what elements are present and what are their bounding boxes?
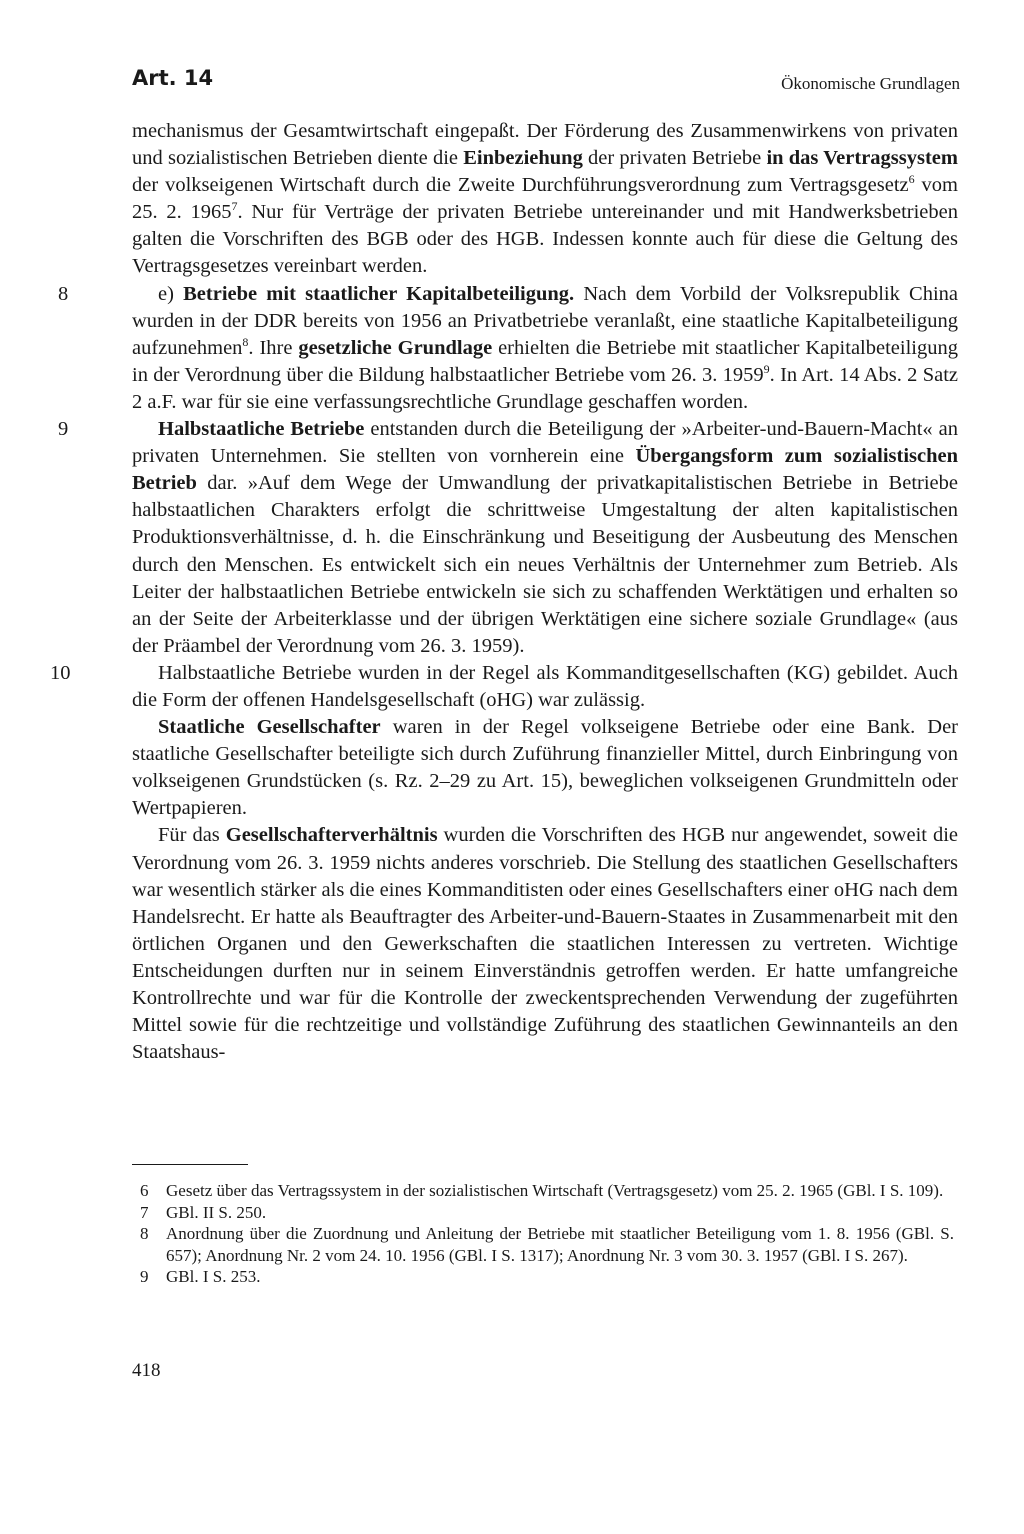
body-text — [50, 118, 959, 1066]
paragraph-staatliche-gesellschafter — [132, 714, 958, 822]
footnote-reference: 9 — [763, 362, 770, 377]
footnote-reference: 8 — [242, 334, 249, 349]
margin-number: 8 — [58, 282, 69, 305]
footnote — [132, 1266, 954, 1288]
text-run: der privaten Betriebe — [582, 147, 767, 170]
footnote-separator — [132, 1164, 248, 1165]
paragraph-text — [132, 418, 958, 657]
text-run: vom 25. 2. 1965 — [132, 174, 958, 224]
paragraph-text — [132, 716, 958, 819]
page-number: 418 — [132, 1360, 161, 1381]
paragraph-text — [132, 662, 958, 711]
footnotes — [132, 1180, 954, 1288]
paragraph-9 — [58, 416, 959, 660]
text-run: der volkseigenen Wirtschaft durch die Zweite Durchführungsverordnung zum Vertragsgesetz — [132, 174, 909, 197]
paragraph-text — [132, 283, 958, 413]
text-run: Für das — [158, 824, 226, 847]
footnote-text: GBl. I S. 253. — [166, 1267, 261, 1286]
paragraph-8 — [58, 281, 959, 416]
bold-term: Übergangsform zum sozialistischen Betrieb — [132, 445, 958, 495]
footnote-reference: 7 — [231, 199, 238, 214]
bold-term: Halbstaatliche Betriebe — [158, 418, 365, 441]
footnote-number: 8 — [140, 1224, 149, 1243]
paragraph-continuation — [132, 118, 958, 281]
bold-term: Gesellschafterverhältnis — [225, 824, 438, 847]
footnote-reference: 6 — [908, 172, 915, 187]
footnote-text: Anordnung über die Zuordnung und Anleitung der Betriebe mit staatlicher Beteiligung vom 1. 8. 1956 (GBl. S. 657); Anordnung Nr. 2 vom 24. 10. 1956 (GBl. I S. 1317); Anordnung Nr. 3 vom 30. 3. 1957 (GBl. I S. 267). — [166, 1224, 954, 1265]
text-run: . In Art. 14 Abs. 2 Satz 2 a.F. war für sie eine verfassungsrechtliche Grundlage geschaffen worden. — [132, 363, 959, 413]
margin-number: 10 — [50, 661, 71, 684]
bold-term: Einbeziehung — [463, 147, 583, 170]
article-heading: Art. 14 — [132, 66, 214, 90]
footnote-number: 6 — [140, 1181, 149, 1200]
section-running-head: Ökonomische Grundlagen — [781, 74, 960, 93]
footnote-number: 9 — [140, 1267, 149, 1286]
bold-term: Staatliche Gesellschafter — [158, 716, 381, 739]
text-run: . Nur für Verträge der privaten Betriebe untereinander und mit Handwerksbetrieben galten die Vorschriften des BGB oder des HGB. Indessen konnte auch für diese die Geltung des Vertragsgesetzes vereinbart werden. — [132, 201, 959, 278]
text-run: entstanden durch die Beteiligung der »Arbeiter-und-Bauern-Macht« an privaten Unternehmen. Sie stellten von vornherein eine — [132, 418, 959, 468]
text-run: dar. »Auf dem Wege der Umwandlung der privatkapitalistischen Betriebe in Betriebe halbstaatlichen Charakters erfolgt die schrittweise Umgestaltung der alten kapitalistischen Produktionsverhältnisse, d. h. die Einschränkung und Beseitigung der Ausbeutung des Menschen durch den Menschen. Es entwickelt sich ein neues Verhältnis der Unternehmer zum Betrieb. Als Leiter der halbstaatlichen Betriebe entwickeln sie sich zu schaffenden Werktätigen und erhalten so an der Seite der Arbeiterklasse und der übrigen Werktätigen eine sichere soziale Grundlage« (aus der Präambel der Verordnung vom 26. 3. 1959). — [132, 472, 958, 657]
paragraph-gesellschafterverhaeltnis — [132, 822, 958, 1066]
margin-number: 9 — [58, 418, 69, 441]
footnote — [132, 1180, 954, 1202]
bold-term: gesetzliche Grundlage — [298, 336, 493, 359]
text-run: Halbstaatliche Betriebe wurden in der Regel als Kommanditgesellschaften (KG) gebildet. Auch die Form der offenen Handelsgesellschaft (oHG) war zulässig. — [132, 661, 958, 711]
footnote-number: 7 — [140, 1202, 149, 1222]
text-run: Nach dem Vorbild der Volksrepublik China wurden in der DDR bereits von 1956 an Privatbetriebe veranlaßt, eine staatliche Kapitalbeteiligung aufzunehmen — [132, 282, 958, 359]
text-run: mechanismus der Gesamtwirtschaft eingepaßt. Der Förderung des Zusammenwirkens von privaten und sozialistischen Betrieben diente die — [132, 120, 958, 170]
footnote — [132, 1223, 954, 1266]
footnote — [132, 1202, 954, 1224]
text-run: e) — [158, 282, 184, 305]
footnote-text: Gesetz über das Vertragssystem in der sozialistischen Wirtschaft (Vertragsgesetz) vom 25. 2. 1965 (GBl. I S. 109). — [166, 1181, 944, 1200]
text-run: waren in der Regel volkseigene Betriebe oder eine Bank. Der staatliche Gesellschafter beteiligte sich durch Zuführung finanzieller Mittel, durch Einbringung von volkseigenen Grundstücken (s. Rz. 2–29 zu Art. 15), beweglichen volkseigenen Grundmitteln oder Wertpapieren. — [132, 716, 958, 820]
text-run: erhielten die Betriebe mit staatlicher Kapitalbeteiligung in der Verordnung über die Bildung halbstaatlicher Betriebe vom 26. 3. 1959 — [132, 336, 958, 386]
paragraph-text — [132, 824, 958, 1063]
paragraph-text — [132, 120, 958, 277]
bold-term: Betriebe mit staatlicher Kapitalbeteiligung. — [183, 282, 575, 305]
text-run: wurden die Vorschriften des HGB nur angewendet, soweit die Verordnung vom 26. 3. 1959 nichts anderes vorschrieb. Die Stellung des staatlichen Gesellschafters war wesentlich stärker als die eines Kommanditisten oder eines Gesellschafters einer oHG nach dem Handelsrecht. Er hatte als Beauftragter des Arbeiter-und-Bauern-Staates in Zusammenarbeit mit den örtlichen Organen und den Gewerkschaften die staatlichen Interessen zu vertreten. Wichtige Entscheidungen durften nur in seinem Einverständnis getroffen werden. Er hatte umfangreiche Kontrollrechte und war für die Kontrolle der zweckentsprechenden Verwendung der zugeführten Mittel sowie für die rechtzeitige und vollständige Zuführung des staatlichen Gewinnanteils an den Staatshaus- — [132, 824, 958, 1064]
bold-term: in das Vertragssystem — [766, 147, 958, 170]
paragraph-10 — [50, 660, 958, 714]
footnote-text: GBl. II S. 250. — [166, 1202, 267, 1222]
text-run: . Ihre — [248, 336, 299, 359]
